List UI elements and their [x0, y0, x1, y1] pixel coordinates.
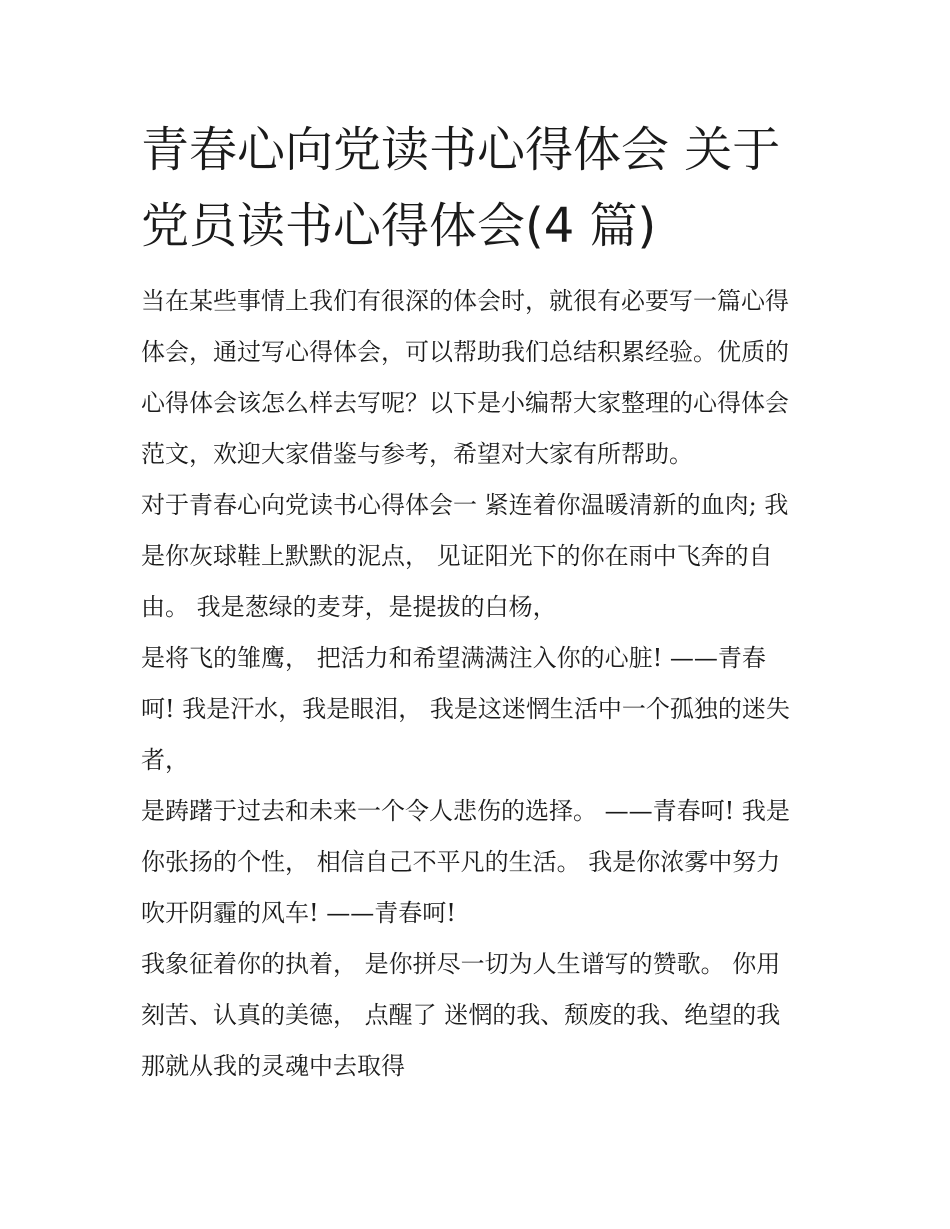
text-line: 你张扬的个性， 相信自己不平凡的生活。 我是你浓雾中努力: [141, 848, 781, 876]
text-line: 那就从我的灵魂中去取得: [141, 1052, 405, 1080]
paragraph-essay-3: [141, 786, 821, 939]
paragraph-essay-2: [141, 633, 821, 786]
text-line: 是踌躇于过去和未来一个令人悲伤的选择。 ——青春呵! 我是: [141, 797, 790, 825]
title-line-1: 青春心向党读书心得体会 关于: [141, 122, 781, 178]
text-line: 由。 我是葱绿的麦芽，是提拔的白杨，: [141, 593, 557, 621]
text-line: 呵! 我是汗水，我是眼泪， 我是这迷惘生活中一个孤独的迷失: [141, 695, 790, 723]
text-line: 我象征着你的执着， 是你拼尽一切为人生谱写的赞歌。 你用: [141, 950, 781, 978]
paragraph-essay-1: [141, 480, 821, 633]
text-line: 刻苦、认真的美德， 点醒了 迷惘的我、颓废的我、绝望的我: [141, 1001, 781, 1029]
paragraph-intro: [141, 276, 821, 480]
paragraph-essay-4: [141, 939, 821, 1092]
document-body: [141, 276, 821, 1092]
text-line: 范文，欢迎大家借鉴与参考，希望对大家有所帮助。: [141, 440, 693, 468]
text-line: 是将飞的雏鹰， 把活力和希望满满注入你的心脏! ——青春: [141, 644, 766, 672]
text-line: 心得体会该怎么样去写呢？以下是小编帮大家整理的心得体会: [141, 389, 789, 417]
text-line: 对于青春心向党读书心得体会一 紧连着你温暖清新的血肉; 我: [141, 491, 789, 519]
text-line: 吹开阴霾的风车! ——青春呵!: [141, 899, 456, 927]
text-line: 者，: [141, 746, 189, 774]
document-title: [141, 112, 821, 264]
text-line: 是你灰球鞋上默默的泥点， 见证阳光下的你在雨中飞奔的自: [141, 542, 773, 570]
text-line: 体会，通过写心得体会，可以帮助我们总结积累经验。优质的: [141, 338, 789, 366]
text-line: 当在某些事情上我们有很深的体会时，就很有必要写一篇心得: [141, 287, 789, 315]
title-line-2: 党员读书心得体会(4 篇): [141, 198, 657, 254]
